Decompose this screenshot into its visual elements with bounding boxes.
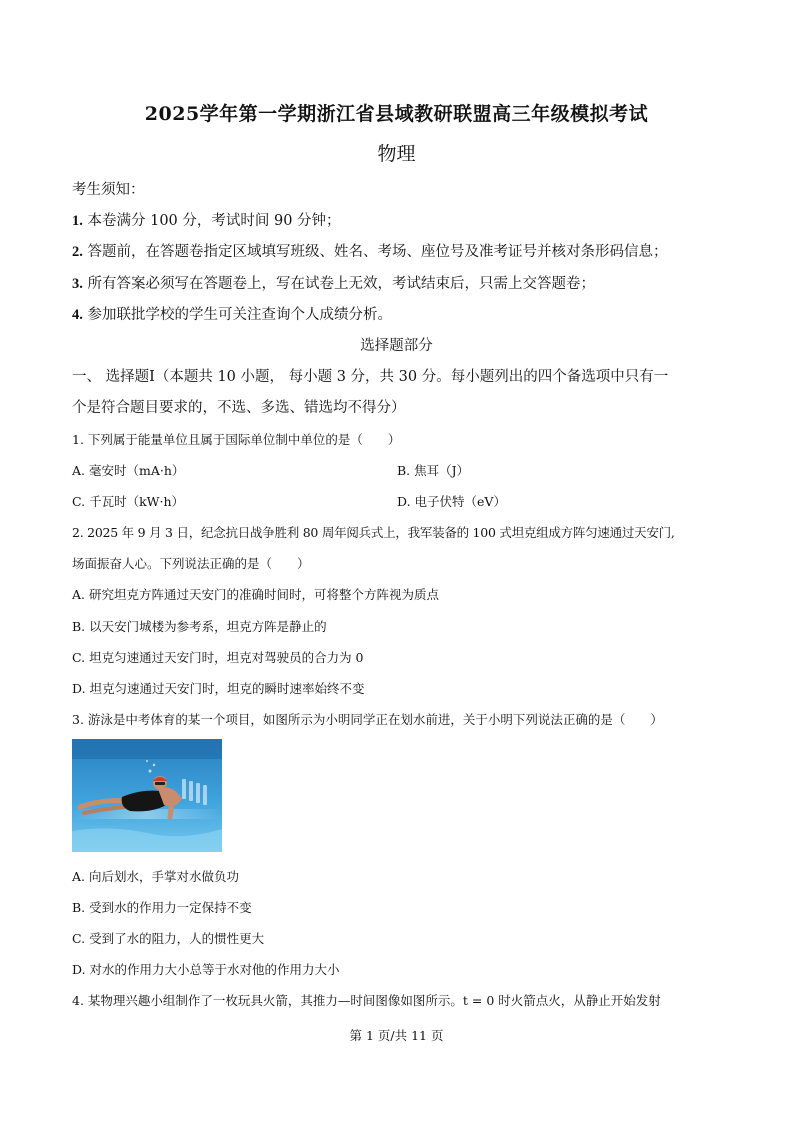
section-heading: 选择题部分: [360, 338, 433, 354]
question-3-option-d: D. 对水的作用力大小总等于水对他的作用力大小: [72, 962, 340, 977]
notice-item-number: 1.: [72, 213, 83, 229]
notice-item-text: 本卷满分 100 分，考试时间 90 分钟；: [87, 213, 341, 229]
question-2-option-d: D. 坦克匀速通过天安门时，坦克的瞬时速率始终不变: [72, 681, 365, 696]
notice-item: [72, 240, 667, 261]
question-1-option-a: A. 毫安时（mA·h）: [72, 463, 185, 478]
question-2-stem-line1: 2. 2025 年 9 月 3 日，纪念抗日战争胜利 80 周年阅兵式上，我军装备的 100 式坦克组成方阵匀速通过天安门,: [72, 525, 675, 540]
notice-item-text: 所有答案必须写在答题卷上，写在试卷上无效，考试结束后，只需上交答题卷；: [87, 276, 595, 292]
swimmer-photo: [72, 739, 222, 852]
question-2-option-c: C. 坦克匀速通过天安门时，坦克对驾驶员的合力为 0: [72, 650, 364, 665]
subject-title: 物理: [377, 143, 416, 165]
question-1-option-d: D. 电子伏特（eV）: [397, 494, 506, 509]
question-4-stem: 4. 某物理兴趣小组制作了一枚玩具火箭，其推力—时间图像如图所示。t = 0 时火箭点火，从静止开始发射: [72, 993, 661, 1008]
notice-item-text: 参加联批学校的学生可关注查询个人成绩分析。: [87, 307, 392, 323]
swimmer-underwater-image: [72, 739, 222, 852]
question-3-option-b: B. 受到水的作用力一定保持不变: [72, 900, 252, 915]
section-instructions-line2: 个是符合题目要求的，不选、多选、错选均不得分）: [72, 400, 406, 416]
page-number-footer: 第 1 页/共 11 页: [349, 1028, 444, 1043]
question-2-stem-line2: 场面振奋人心。下列说法正确的是（ ）: [72, 556, 310, 571]
notice-item-number: 2.: [72, 244, 83, 260]
exam-title: 2025学年第一学期浙江省县域教研联盟高三年级模拟考试: [144, 103, 649, 125]
section-instructions-line1: 一、 选择题Ⅰ（本题共 10 小题， 每小题 3 分，共 30 分。每小题列出的四个备选项中只有一: [72, 369, 669, 385]
question-2-option-a: A. 研究坦克方阵通过天安门的准确时间时，可将整个方阵视为质点: [72, 587, 439, 602]
notice-item: [72, 303, 392, 324]
question-1-option-c: C. 千瓦时（kW·h）: [72, 494, 185, 509]
notice-item-number: 3.: [72, 276, 83, 292]
notice-item: [72, 272, 595, 293]
question-1-stem: 1. 下列属于能量单位且属于国际单位制中单位的是（ ）: [72, 432, 401, 447]
notice-heading: 考生须知：: [72, 182, 145, 198]
notice-item-number: 4.: [72, 307, 83, 323]
notice-item: [72, 209, 341, 230]
question-3-stem: 3. 游泳是中考体育的某一个项目，如图所示为小明同学正在划水前进，关于小明下列说法正确的是（ ）: [72, 712, 663, 727]
question-1-option-b: B. 焦耳（J）: [397, 463, 470, 478]
question-3-option-c: C. 受到了水的阻力，人的惯性更大: [72, 931, 265, 946]
question-3-option-a: A. 向后划水，手掌对水做负功: [72, 869, 239, 884]
question-2-option-b: B. 以天安门城楼为参考系，坦克方阵是静止的: [72, 619, 327, 634]
notice-item-text: 答题前，在答题卷指定区域填写班级、姓名、考场、座位号及准考证号并核对条形码信息；: [87, 244, 668, 260]
